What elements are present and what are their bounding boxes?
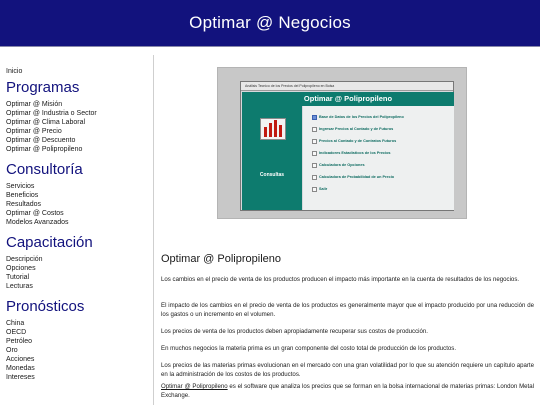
software-screenshot	[217, 67, 467, 219]
menu-item-label: Precios al Contado y de Contratos Futuros	[319, 139, 397, 143]
nav-item-acciones[interactable]: Acciones	[6, 356, 35, 363]
nav-item-opciones[interactable]: Opciones	[6, 265, 36, 272]
nav-item-oro[interactable]: Oro	[6, 347, 18, 354]
nav-list-consultoria	[6, 182, 153, 227]
menu-item-label: Indicadores Estadísticos de los Precios	[319, 151, 391, 155]
nav-item-costos[interactable]: Optimar @ Costos	[6, 210, 64, 217]
app-menu-panel	[303, 106, 454, 210]
chart-icon-bar	[264, 127, 267, 137]
app-window	[240, 81, 454, 211]
nav-item-beneficios[interactable]: Beneficios	[6, 192, 39, 199]
menu-item-label: Calculadora de Probabilidad de un Precio	[319, 175, 395, 179]
paragraph: Los cambios en el precio de venta de los productos producen el impacto más importante en la cuenta de resultados de los negocios.	[161, 276, 520, 283]
nav-item-china[interactable]: China	[6, 320, 25, 327]
nav-list-capacitacion	[6, 255, 153, 291]
menu-item	[312, 137, 396, 145]
menu-item	[312, 125, 393, 133]
paragraph: En muchos negocios la materia prima es un gran componente del costo total de producción de los productos.	[161, 345, 457, 352]
chart-icon-bar	[269, 123, 272, 137]
menu-item-label: Base de Datos de los Precios del Polipropileno	[319, 115, 404, 119]
page-title: Optimar @ Polipropileno	[161, 253, 281, 265]
menu-item	[312, 185, 327, 193]
paragraph: Los precios de las materias primas evolucionan en el mercado con una gran volatilidad por lo que su atención requiere un capítulo aparte en la administración de los costos de los productos.	[161, 362, 534, 378]
nav-item-monedas[interactable]: Monedas	[6, 365, 35, 372]
section-title-pronosticos: Pronósticos	[6, 298, 85, 315]
bar-chart-icon	[260, 118, 286, 140]
nav-item-polipropileno[interactable]: Optimar @ Polipropileno	[6, 146, 83, 153]
nav-item-clima[interactable]: Optimar @ Clima Laboral	[6, 119, 86, 126]
nav-item-industria[interactable]: Optimar @ Industria o Sector	[6, 110, 97, 117]
menu-checkbox	[312, 127, 317, 132]
menu-checkbox	[312, 175, 317, 180]
home-link[interactable]: Inicio	[6, 68, 23, 75]
menu-checkbox	[312, 115, 317, 120]
chart-icon-bar	[279, 125, 282, 137]
nav-item-descripcion[interactable]: Descripción	[6, 256, 43, 263]
polipropileno-link[interactable]: Optimar @ Polipropileno	[161, 383, 228, 390]
menu-item	[312, 113, 404, 121]
nav-item-modelos[interactable]: Modelos Avanzados	[6, 219, 69, 226]
paragraph: El impacto de los cambios en el precio de venta de los productos es generalmente mayor que el impacto producido por una reducción de los gastos o un incremento en el volumen.	[161, 302, 534, 318]
section-title-programas: Programas	[6, 79, 80, 96]
nav-list-programas	[6, 100, 153, 154]
section-title-capacitacion: Capacitación	[6, 234, 93, 251]
nav-item-lecturas[interactable]: Lecturas	[6, 283, 33, 290]
main-content	[161, 55, 536, 405]
app-header: Optimar @ Polipropileno	[242, 92, 454, 106]
paragraph: Los precios de venta de los productos deben apropiadamente recuperar sus costos de producción.	[161, 328, 428, 335]
nav-item-intereses[interactable]: Intereses	[6, 374, 35, 381]
menu-item-label: Calculadora de Opciones	[319, 163, 365, 167]
app-left-panel	[242, 106, 302, 210]
paragraph	[161, 382, 534, 400]
window-titlebar: Análisis Tecnico de los Precios del Polipropileno en Bolsa	[241, 82, 453, 91]
menu-checkbox	[312, 163, 317, 168]
nav-item-resultados[interactable]: Resultados	[6, 201, 42, 208]
nav-item-precio[interactable]: Optimar @ Precio	[6, 128, 62, 135]
site-title: Optimar @ Negocios	[189, 13, 351, 32]
nav-list-pronosticos	[6, 319, 153, 382]
menu-checkbox	[312, 187, 317, 192]
menu-item-label: Salir	[319, 187, 328, 191]
nav-item-petroleo[interactable]: Petróleo	[6, 338, 33, 345]
consultas-label: Consultas	[259, 172, 285, 178]
nav-item-oecd[interactable]: OECD	[6, 329, 27, 336]
paragraph-text: es el software que analiza los precios que se forman en la bolsa internacional de materias primas: London Metal Exchange.	[161, 383, 534, 399]
nav-item-mision[interactable]: Optimar @ Misión	[6, 101, 63, 108]
menu-item	[312, 173, 394, 181]
nav-item-descuento[interactable]: Optimar @ Descuento	[6, 137, 76, 144]
nav-item-servicios[interactable]: Servicios	[6, 183, 35, 190]
menu-checkbox	[312, 151, 317, 156]
section-title-consultoria: Consultoría	[6, 161, 83, 178]
sidebar	[0, 55, 154, 405]
nav-item-tutorial[interactable]: Tutorial	[6, 274, 30, 281]
menu-item	[312, 149, 391, 157]
menu-item	[312, 161, 365, 169]
menu-item-label: Ingresar Precios al Contado y de Futuros	[319, 127, 394, 131]
chart-icon-bar	[274, 120, 277, 137]
menu-checkbox	[312, 139, 317, 144]
site-header	[0, 0, 540, 47]
